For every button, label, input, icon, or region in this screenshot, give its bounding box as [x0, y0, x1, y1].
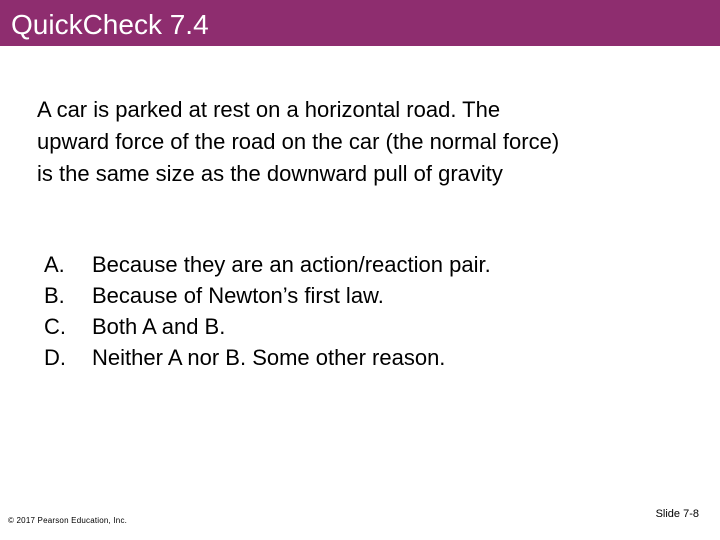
- copyright-notice: © 2017 Pearson Education, Inc.: [8, 516, 128, 525]
- question-line: upward force of the road on the car (the normal force): [37, 129, 560, 154]
- slide-title: QuickCheck 7.4: [11, 9, 209, 40]
- choice-letter: B.: [44, 283, 65, 308]
- title-bar: [0, 0, 720, 46]
- choice-d: [44, 342, 684, 373]
- choice-a: [44, 249, 684, 280]
- choice-text: Both A and B.: [92, 314, 226, 339]
- question-line: is the same size as the downward pull of gravity: [37, 161, 503, 186]
- choice-text: Because of Newton’s first law.: [92, 283, 384, 308]
- choice-c: [44, 311, 684, 342]
- answer-choices: [44, 249, 684, 373]
- choice-letter: C.: [44, 314, 66, 339]
- choice-text: Because they are an action/reaction pair.: [92, 252, 491, 277]
- question-text: [37, 94, 697, 190]
- choice-text: Neither A nor B. Some other reason.: [92, 345, 446, 370]
- choice-letter: A.: [44, 252, 65, 277]
- choice-letter: D.: [44, 345, 66, 370]
- choice-b: [44, 280, 684, 311]
- question-line: A car is parked at rest on a horizontal road. The: [37, 97, 501, 122]
- slide-number: Slide 7-8: [655, 508, 699, 520]
